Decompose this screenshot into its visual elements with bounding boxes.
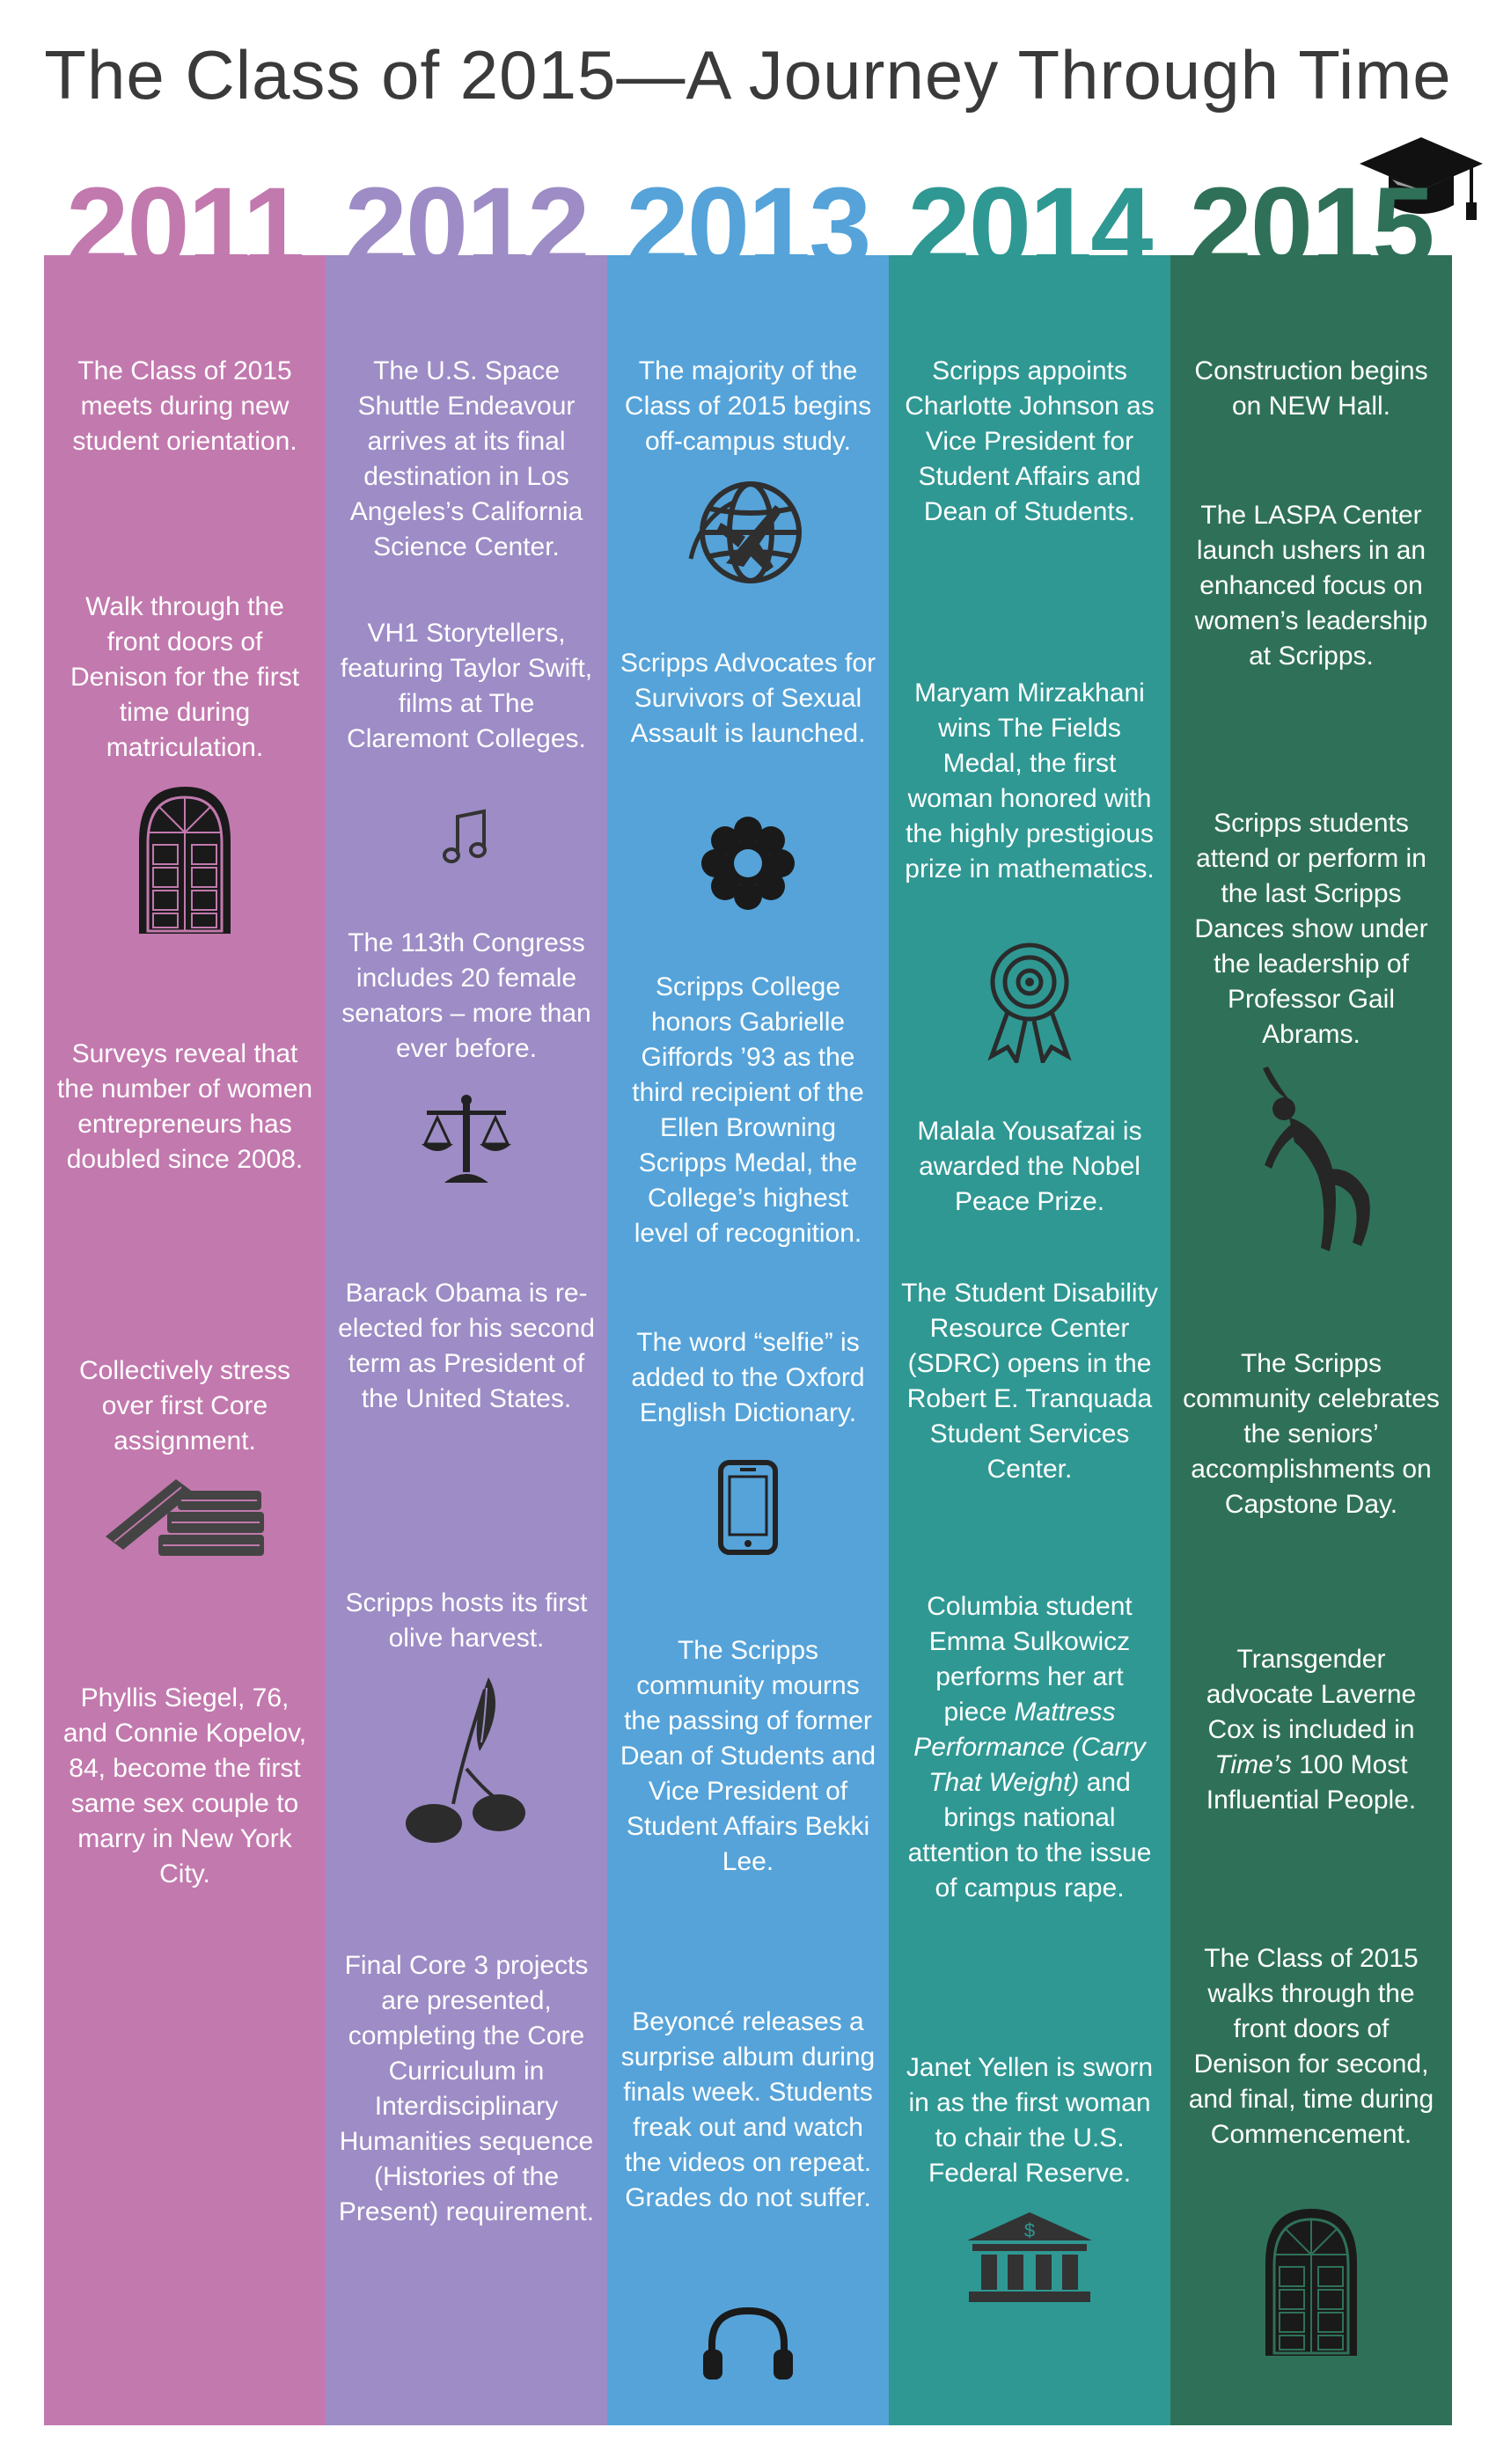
event-2015-5: [1183, 1642, 1440, 1818]
event-2013-2: Scripps Advocates for Survivors of Sexual Assault is launched.: [620, 649, 876, 748]
event-2015-4: The Scripps community celebrates the seniors’ accomplishments on Capstone Day.: [1183, 1349, 1440, 1519]
door-icon: [1258, 2202, 1364, 2360]
olive-branch-icon: [400, 1672, 532, 1848]
headphones-icon: [700, 2304, 796, 2383]
event-2013-4: The word “selfie” is added to the Oxford English Dictionary.: [631, 1328, 865, 1427]
bank-icon: [964, 2209, 1096, 2306]
award-ribbon-icon: [981, 940, 1078, 1063]
event-2011-3: Surveys reveal that the number of women entrepreneurs has doubled since 2008.: [56, 1039, 313, 1174]
year-2013: 2013: [626, 165, 870, 290]
phone-icon: [717, 1459, 779, 1556]
event-2015-5-text: Transgender advocate Laverne Cox is included in: [1206, 1645, 1417, 1744]
event-2015-5-rest: 100 Most Influential People.: [1206, 1750, 1417, 1815]
page-title: The Class of 2015—A Journey Through Time: [44, 36, 1452, 114]
event-2014-3: Malala Yousafzai is awarded the Nobel Peace Prize.: [917, 1117, 1142, 1216]
event-2014-5: [901, 1589, 1158, 1906]
event-2012-4: Barack Obama is re-elected for his second term as President of the United States.: [338, 1279, 595, 1413]
svg-text:$: $: [1023, 2219, 1036, 2241]
event-2014-5-text: Columbia student Emma Sulkowicz performs her art piece: [927, 1592, 1133, 1727]
globe-plane-icon: [682, 475, 814, 590]
event-2012-5: Scripps hosts its first olive harvest.: [345, 1588, 588, 1653]
event-2012-2: VH1 Storytellers, featuring Taylor Swift, films at The Claremont Colleges.: [340, 619, 593, 753]
event-2015-3: Scripps students attend or perform in the last Scripps Dances show under the leadership of Professor Gail Abrams.: [1194, 809, 1428, 1049]
column-2013: [607, 165, 889, 2425]
event-2015-5-title: Time’s: [1214, 1750, 1292, 1779]
dancer-icon: [1245, 1063, 1377, 1257]
year-2015: 2015: [1189, 165, 1434, 290]
event-2012-3: The 113th Congress includes 20 female senators – more than ever before.: [341, 928, 591, 1063]
event-2014-5-title: Mattress Performance (Carry That Weight): [913, 1698, 1146, 1797]
year-2012: 2012: [344, 165, 589, 290]
music-note-icon: [440, 806, 493, 868]
event-2011-4: Collectively stress over first Core assignment.: [78, 1356, 291, 1456]
door-icon: [132, 780, 238, 938]
event-2012-6: Final Core 3 projects are presented, completing the Core Curriculum in Interdisciplinary Humanities sequence (Histories of the Present) requirement.: [338, 1951, 595, 2226]
event-2011-5: Phyllis Siegel, 76, and Connie Kopelov, 84, become the first same sex couple to marry in New York City.: [62, 1683, 307, 1888]
event-2014-1: Scripps appoints Charlotte Johnson as Vice President for Student Affairs and Dean of Students.: [905, 356, 1155, 526]
event-2015-1: Construction begins on NEW Hall.: [1194, 356, 1428, 421]
flower-icon: [700, 815, 796, 912]
year-2011: 2011: [66, 165, 304, 290]
event-2015-6: The Class of 2015 walks through the front doors of Denison for second, and final, time during Commencement.: [1188, 1944, 1434, 2149]
event-2013-3: Scripps College honors Gabrielle Giffords ’93 as the third recipient of the Ellen Browning Scripps Medal, the College’s highest level of recognition.: [632, 972, 864, 1248]
event-2014-5-rest: and brings national attention to the issue of campus rape.: [907, 1768, 1152, 1903]
event-2014-4: The Student Disability Resource Center (SDRC) opens in the Robert E. Tranquada Student Services Center.: [901, 1279, 1158, 1484]
event-2014-6: Janet Yellen is sworn in as the first woman to chair the U.S. Federal Reserve.: [906, 2053, 1154, 2188]
column-2015: [1170, 165, 1452, 2425]
event-2015-2: The LASPA Center launch ushers in an enhanced focus on women’s leadership at Scripps.: [1194, 501, 1428, 671]
year-2014: 2014: [907, 165, 1152, 290]
event-2011-2: Walk through the front doors of Denison for the first time during matriculation.: [70, 592, 300, 762]
column-2014: [889, 165, 1170, 2425]
event-2013-6: Beyoncé releases a surprise album during finals week. Students freak out and watch the videos on repeat. Grades do not suffer.: [620, 2007, 876, 2212]
event-2012-1: The U.S. Space Shuttle Endeavour arrives at its final destination in Los Angeles’s California Science Center.: [349, 356, 583, 561]
scales-icon: [418, 1091, 515, 1188]
books-icon: [97, 1466, 273, 1563]
event-2011-1: The Class of 2015 meets during new student orientation.: [72, 356, 297, 456]
event-2013-5: The Scripps community mourns the passing of former Dean of Students and Vice President of Student Affairs Bekki Lee.: [620, 1636, 876, 1876]
event-2014-2: Maryam Mirzakhani wins The Fields Medal, the first woman honored with the highly prestigious prize in mathematics.: [905, 678, 1155, 884]
event-2013-1: The majority of the Class of 2015 begins off-campus study.: [624, 356, 872, 456]
column-2011: [44, 165, 326, 2425]
column-2012: [326, 165, 607, 2425]
